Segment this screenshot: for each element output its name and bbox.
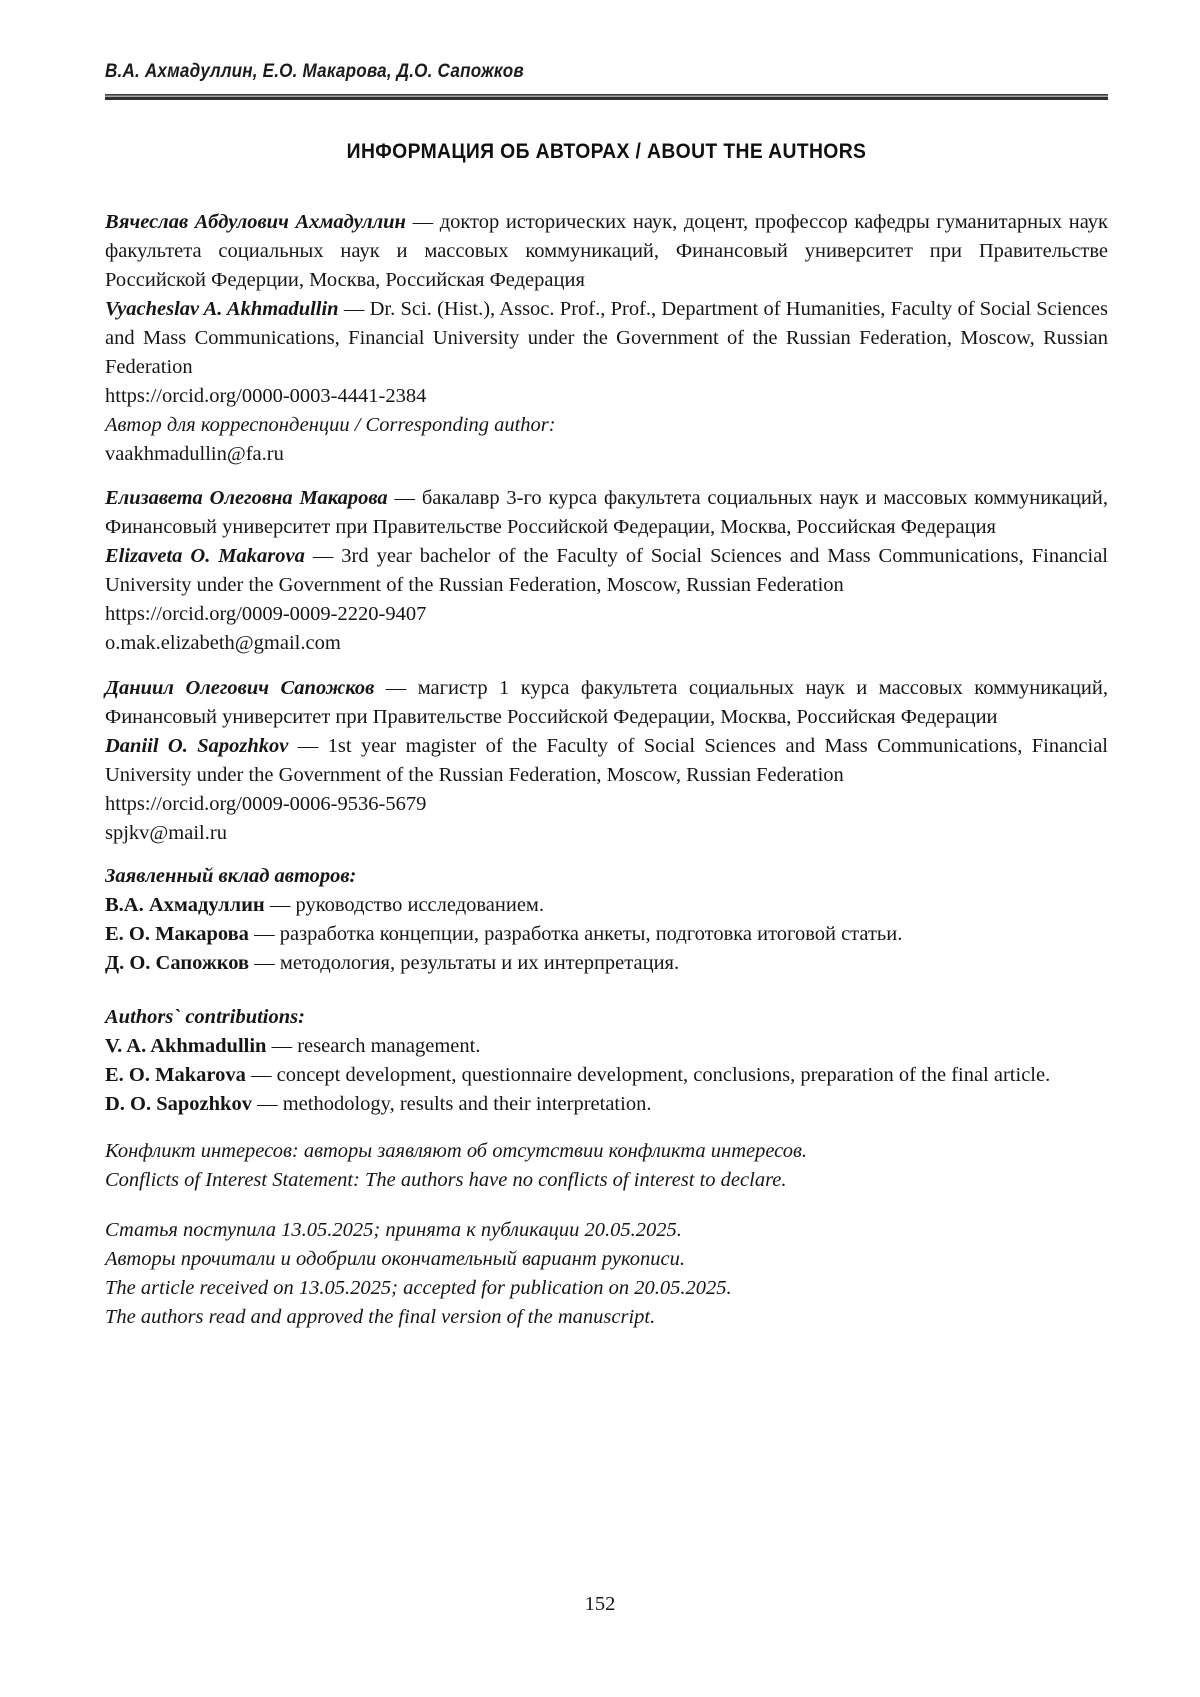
author-name-en: Daniil O. Sapozhkov bbox=[105, 735, 289, 757]
contributor-name: D. O. Sapozhkov bbox=[105, 1093, 252, 1115]
contribution-text: — разработка концепции, разработка анкеты, подготовка итоговой статьи. bbox=[254, 923, 903, 945]
author-desc-ru: — бакалавр 3-го курса факультета социальных наук и массовых коммуникаций, Финансовый университет при Правительстве Российской Федерации, Москва, Российская Федерация bbox=[105, 487, 1109, 538]
author-orcid-url: https://orcid.org/0000-0003-4441-2384 bbox=[105, 385, 427, 407]
approved-note-en: The authors read and approved the final version of the manuscript. bbox=[105, 1306, 656, 1328]
received-date-ru: Статья поступила 13.05.2025; принята к публикации 20.05.2025. bbox=[105, 1219, 682, 1241]
contribution-text: — concept development, questionnaire development, conclusions, preparation of the final article. bbox=[250, 1064, 1051, 1086]
author-block-makarova bbox=[105, 484, 1108, 658]
author-orcid-url: https://orcid.org/0009-0009-2220-9407 bbox=[105, 603, 427, 625]
contributor-name: E. O. Makarova bbox=[105, 1064, 246, 1086]
divider-rule bbox=[105, 94, 1108, 100]
contribution-item bbox=[105, 949, 1108, 978]
author-bio-en bbox=[105, 542, 1108, 600]
contribution-item bbox=[105, 1032, 1108, 1061]
contribution-text: — методология, результаты и их интерпретация. bbox=[254, 952, 680, 974]
conflict-statement-en: Conflicts of Interest Statement: The authors have no conflicts of interest to declare. bbox=[105, 1169, 787, 1191]
conflict-of-interest-section bbox=[105, 1137, 1108, 1195]
article-dates-section bbox=[105, 1216, 1108, 1332]
contributions-ru-heading: Заявленный вклад авторов: bbox=[105, 865, 357, 887]
author-name-ru: Даниил Олегович Сапожков bbox=[105, 677, 375, 699]
author-block-akhmadullin bbox=[105, 208, 1108, 469]
contribution-text: — methodology, results and their interpretation. bbox=[257, 1093, 652, 1115]
contributor-name: В.А. Ахмадуллин bbox=[105, 894, 265, 916]
corresponding-author-label: Автор для корреспонденции / Corresponding author: bbox=[105, 414, 556, 436]
author-orcid-url: https://orcid.org/0009-0006-9536-5679 bbox=[105, 793, 427, 815]
contribution-item bbox=[105, 1061, 1108, 1090]
contribution-item bbox=[105, 1090, 1108, 1119]
author-email: vaakhmadullin@fa.ru bbox=[105, 443, 284, 465]
contribution-item bbox=[105, 891, 1108, 920]
contribution-item bbox=[105, 920, 1108, 949]
conflict-statement-ru: Конфликт интересов: авторы заявляют об отсутствии конфликта интересов. bbox=[105, 1140, 808, 1162]
contributions-en-section bbox=[105, 1003, 1108, 1119]
author-name-ru: Вячеслав Абдулович Ахмадуллин bbox=[105, 211, 406, 233]
received-date-en: The article received on 13.05.2025; accepted for publication on 20.05.2025. bbox=[105, 1277, 732, 1299]
author-desc-en: — 3rd year bachelor of the Faculty of Social Sciences and Mass Communications, Financial University under the Government of the Russian Federation, Moscow, Russian Federation bbox=[105, 545, 1109, 596]
contributor-name: V. A. Akhmadullin bbox=[105, 1035, 267, 1057]
author-block-sapozhkov bbox=[105, 674, 1108, 848]
contributions-ru-section bbox=[105, 862, 1108, 978]
author-desc-en: — 1st year magister of the Faculty of Social Sciences and Mass Communications, Financial University under the Government of the Russian Federation, Moscow, Russian Federation bbox=[105, 735, 1109, 786]
page-title: ИНФОРМАЦИЯ ОБ АВТОРАХ / ABOUT THE AUTHORS bbox=[346, 139, 867, 163]
author-email: spjkv@mail.ru bbox=[105, 822, 227, 844]
author-bio-ru bbox=[105, 484, 1108, 542]
body-text bbox=[105, 208, 1108, 1332]
page-number: 152 bbox=[584, 1593, 616, 1615]
contributor-name: Д. О. Сапожков bbox=[105, 952, 250, 974]
author-bio-ru bbox=[105, 208, 1108, 295]
contributions-en-heading: Authors` contributions: bbox=[105, 1006, 305, 1028]
author-bio-en bbox=[105, 295, 1108, 382]
approved-note-ru: Авторы прочитали и одобрили окончательный вариант рукописи. bbox=[105, 1248, 685, 1270]
author-desc-ru: — магистр 1 курса факультета социальных наук и массовых коммуникаций, Финансовый университет при Правительстве Российской Федерации, Москва, Российская Федерации bbox=[105, 677, 1109, 728]
author-bio-ru bbox=[105, 674, 1108, 732]
author-email: o.mak.elizabeth@gmail.com bbox=[105, 632, 341, 654]
author-bio-en bbox=[105, 732, 1108, 790]
contributor-name: Е. О. Макарова bbox=[105, 923, 249, 945]
page bbox=[105, 0, 1108, 1332]
author-desc-en: — Dr. Sci. (Hist.), Assoc. Prof., Prof., Department of Humanities, Faculty of Social Sciences and Mass Communications, Financial University under the Government of the Russian Federation, Moscow, Russian Federation bbox=[105, 298, 1109, 378]
running-head: В.А. Ахмадуллин, Е.О. Макарова, Д.О. Сапожков bbox=[105, 61, 524, 82]
author-name-ru: Елизавета Олеговна Макарова bbox=[105, 487, 388, 509]
author-name-en: Vyacheslav A. Akhmadullin bbox=[105, 298, 339, 320]
author-name-en: Elizaveta O. Makarova bbox=[105, 545, 305, 567]
contribution-text: — research management. bbox=[271, 1035, 481, 1057]
contribution-text: — руководство исследованием. bbox=[269, 894, 545, 916]
author-desc-ru: — доктор исторических наук, доцент, профессор кафедры гуманитарных наук факультета социальных наук и массовых коммуникаций, Финансовый университет при Правительстве Российской Федерции, Москва, Российская Федерация bbox=[105, 211, 1109, 291]
